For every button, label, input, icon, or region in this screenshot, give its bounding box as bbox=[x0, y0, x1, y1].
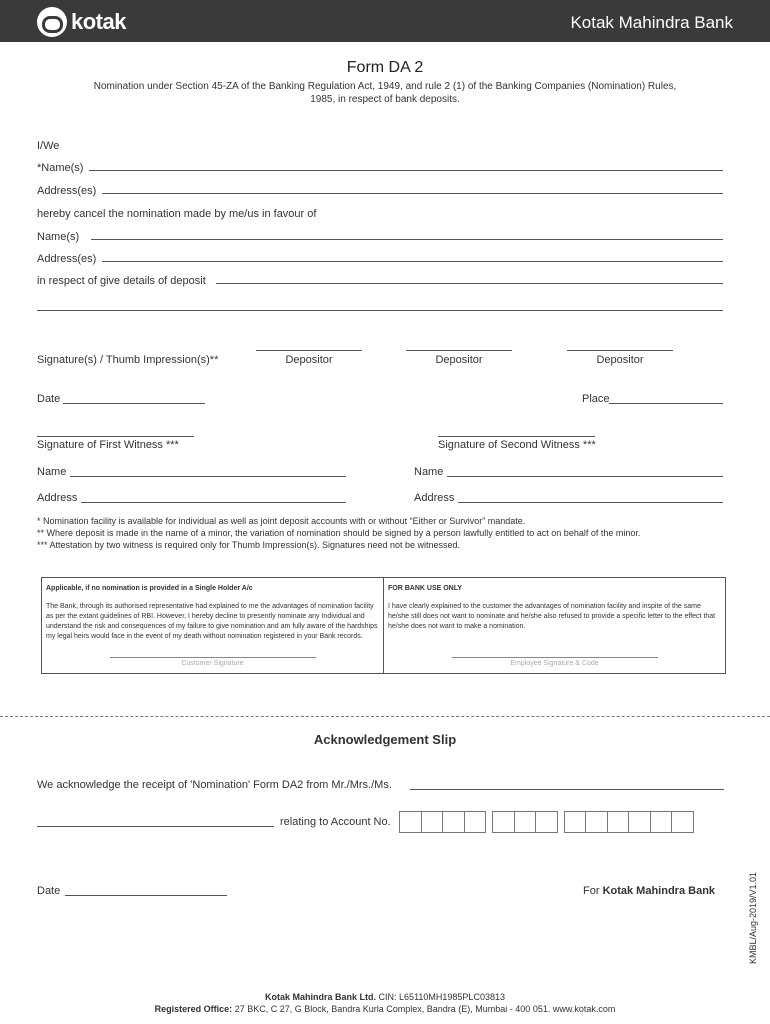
footnote-1: * Nomination facility is available for individual as well as joint deposit accounts with or without “Either or Survivor” mandate. bbox=[37, 516, 526, 526]
account-number-group-1[interactable] bbox=[400, 811, 486, 833]
witness-1-name-field[interactable] bbox=[70, 476, 346, 477]
witness-1-address-label: Address bbox=[37, 492, 78, 504]
footer-reg-label: Registered Office: bbox=[154, 1004, 233, 1014]
names-row[interactable] bbox=[37, 162, 723, 174]
ack-date-field[interactable] bbox=[65, 895, 227, 896]
witness-1-name-label: Name bbox=[37, 466, 67, 478]
depositor-1-label: Depositor bbox=[285, 354, 333, 366]
depositor-2-label: Depositor bbox=[435, 354, 483, 366]
employee-signature-line[interactable] bbox=[384, 657, 725, 669]
ack-receipt-text: We acknowledge the receipt of 'Nomination' Form DA2 from Mr./Mrs./Ms. bbox=[37, 779, 392, 791]
names-field[interactable] bbox=[89, 170, 723, 171]
ack-date-label: Date bbox=[37, 885, 61, 897]
footer-company: Kotak Mahindra Bank Ltd. bbox=[265, 992, 377, 1002]
form-title: Form DA 2 bbox=[346, 59, 424, 76]
account-number-group-2[interactable] bbox=[493, 811, 558, 833]
footer bbox=[0, 991, 770, 1015]
place-field[interactable] bbox=[609, 403, 723, 404]
nominee-name-label: Name(s) bbox=[37, 231, 80, 243]
deposit-row[interactable] bbox=[37, 275, 723, 287]
first-witness-label: Signature of First Witness *** bbox=[37, 439, 179, 451]
account-number-group-3[interactable] bbox=[565, 811, 694, 833]
bank-use-heading: FOR BANK USE ONLY bbox=[388, 585, 463, 592]
ack-for-label: For bbox=[583, 885, 600, 897]
cut-line bbox=[0, 716, 770, 717]
addresses-row[interactable] bbox=[37, 185, 723, 197]
place-label: Place bbox=[582, 393, 610, 405]
signature-label: Signature(s) / Thumb Impression(s)** bbox=[37, 354, 219, 366]
date-label: Date bbox=[37, 393, 61, 405]
deposit-field[interactable] bbox=[216, 283, 723, 284]
declaration-boxes bbox=[41, 577, 726, 674]
account-digit-box[interactable] bbox=[650, 811, 673, 833]
account-digit-box[interactable] bbox=[671, 811, 694, 833]
addresses-field[interactable] bbox=[102, 193, 723, 194]
kotak-logo-icon bbox=[37, 7, 67, 37]
account-number-boxes[interactable] bbox=[400, 811, 701, 833]
addresses-label: Address(es) bbox=[37, 185, 97, 197]
nominee-name-row[interactable] bbox=[37, 231, 723, 243]
witness-2-name-field[interactable] bbox=[447, 476, 723, 477]
witness-2-address-label: Address bbox=[414, 492, 455, 504]
deposit-field-line-2[interactable] bbox=[37, 310, 723, 311]
account-digit-box[interactable] bbox=[421, 811, 444, 833]
account-digit-box[interactable] bbox=[564, 811, 587, 833]
account-digit-box[interactable] bbox=[607, 811, 630, 833]
account-digit-box[interactable] bbox=[399, 811, 422, 833]
ack-title: Acknowledgement Slip bbox=[313, 732, 457, 747]
logo bbox=[37, 7, 126, 37]
account-digit-box[interactable] bbox=[628, 811, 651, 833]
footnote-2: ** Where deposit is made in the name of a minor, the variation of nomination should be signed by a person lawfully entitled to act on behalf of the minor. bbox=[37, 528, 641, 538]
employee-signature-label: Employee Signature & Code bbox=[452, 657, 658, 669]
account-digit-box[interactable] bbox=[535, 811, 558, 833]
ack-for-bank-name: Kotak Mahindra Bank bbox=[602, 885, 716, 897]
witness-2-address-field[interactable] bbox=[458, 502, 723, 503]
depositor-2-signature-line[interactable] bbox=[406, 350, 512, 351]
form-version-code: KMBL/Aug-2019/V1.01 bbox=[748, 871, 758, 964]
customer-signature-line[interactable] bbox=[42, 657, 383, 669]
form-subtitle: Nomination under Section 45-ZA of the Banking Regulation Act, 1949, and rule 2 (1) of the Banking Companies (Nomination) Rules, 1985, in respect of bank deposits. bbox=[93, 81, 677, 105]
customer-declaration-text: The Bank, through its authorised representative had explained to me the advantages of nomination facility as per the extant guidelines of RBI. However, I hereby decline to presently nominate any Individual and understand the risk and consequences of my failure to give nomination and am fully aware of the hardships my legal heirs would face in the event of my death without nomination registered in your Bank records. bbox=[46, 603, 378, 640]
footer-line-2 bbox=[0, 1003, 770, 1015]
footnote-3: *** Attestation by two witness is required only for Thumb Impression(s). Signatures need not be witnessed. bbox=[37, 540, 461, 550]
depositor-3-label: Depositor bbox=[596, 354, 644, 366]
footer-reg-address: 27 BKC, C 27, G Block, Bandra Kurla Complex, Bandra (E), Mumbai - 400 051. www.kotak.com bbox=[234, 1004, 616, 1014]
footer-line-1 bbox=[0, 991, 770, 1003]
account-digit-box[interactable] bbox=[442, 811, 465, 833]
names-label: *Name(s) bbox=[37, 162, 84, 174]
footer-cin: CIN: L65110MH1985PLC03813 bbox=[378, 992, 505, 1002]
cancel-text: hereby cancel the nomination made by me/us in favour of bbox=[37, 208, 317, 220]
deposit-label: in respect of give details of deposit bbox=[37, 275, 206, 287]
bank-use-box bbox=[384, 578, 725, 673]
logo-text: kotak bbox=[71, 9, 126, 34]
i-we-label: I/We bbox=[37, 140, 60, 152]
depositor-3-signature-line[interactable] bbox=[567, 350, 673, 351]
account-digit-box[interactable] bbox=[492, 811, 515, 833]
account-digit-box[interactable] bbox=[464, 811, 487, 833]
second-witness-label: Signature of Second Witness *** bbox=[438, 439, 596, 451]
date-field[interactable] bbox=[63, 403, 205, 404]
ack-depositor-name-field[interactable] bbox=[410, 789, 724, 790]
second-witness-signature-line[interactable] bbox=[438, 436, 595, 437]
first-witness-signature-line[interactable] bbox=[37, 436, 194, 437]
bank-name: Kotak Mahindra Bank bbox=[570, 13, 733, 32]
witness-1-address-field[interactable] bbox=[81, 502, 346, 503]
nominee-address-field[interactable] bbox=[102, 261, 723, 262]
account-digit-box[interactable] bbox=[514, 811, 537, 833]
ack-deposit-field[interactable] bbox=[37, 826, 274, 827]
account-digit-box[interactable] bbox=[585, 811, 608, 833]
customer-declaration-heading: Applicable, if no nomination is provided in a Single Holder A/c bbox=[46, 585, 253, 592]
nominee-address-row[interactable] bbox=[37, 253, 723, 265]
customer-declaration-box bbox=[42, 578, 384, 673]
nominee-address-label: Address(es) bbox=[37, 253, 97, 265]
depositor-1-signature-line[interactable] bbox=[256, 350, 362, 351]
customer-signature-label: Customer Signature bbox=[110, 657, 316, 669]
header-bar bbox=[0, 0, 770, 42]
bank-use-text: I have clearly explained to the customer the advantages of nomination facility and inspite of the same he/she still does not want to nominate and he/she also refused to provide a specific letter to the effect that he/she does not want to make a nomination. bbox=[388, 603, 716, 630]
witness-2-name-label: Name bbox=[414, 466, 444, 478]
nominee-name-field[interactable] bbox=[91, 239, 723, 240]
ack-relating-text: relating to Account No. bbox=[280, 816, 391, 828]
footnotes bbox=[37, 515, 640, 551]
ack-for-bank bbox=[583, 885, 715, 897]
